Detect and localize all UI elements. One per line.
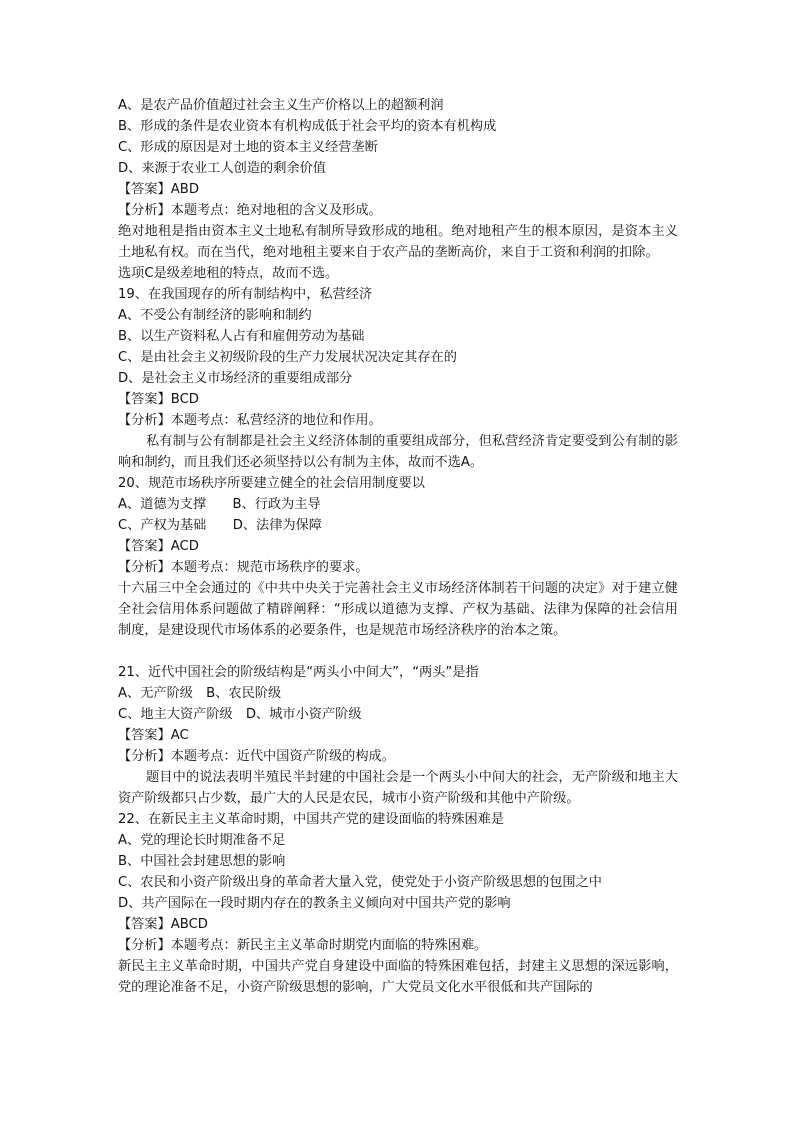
q18-option-c: C、形成的原因是对土地的资本主义经营垄断: [118, 140, 378, 155]
q19-option-c: C、是由社会主义初级阶段的生产力发展状况决定其存在的: [118, 350, 457, 365]
q18-analysis-title: 【分析】本题考点：绝对地租的含义及形成。: [118, 203, 382, 218]
q22-analysis-title: 【分析】本题考点：新民主主义革命时期党内面临的特殊困难。: [118, 938, 488, 953]
q19-analysis-title: 【分析】本题考点：私营经济的地位和作用。: [118, 413, 382, 428]
q20-analysis-body: 十六届三中全会通过的《中共中央关于完善社会主义市场经济体制若干问题的决定》对于建立健全社会信用体系问题做了精辟阐释：“形成以道德为支撑、产权为基础、法律为保障的社会信用制度，是建设现代市场体系的必要条件，也是规范市场经济秩序的治本之策。: [118, 581, 678, 638]
q18-analysis-extra: 选项C是级差地租的特点，故而不选。: [118, 266, 339, 281]
q18-option-a: A、是农产品价值超过社会主义生产价格以上的超额利润: [118, 98, 444, 113]
q22-stem: 22、在新民主主义革命时期，中国共产党的建设面临的特殊困难是: [118, 812, 505, 827]
document-page: [118, 95, 678, 998]
q20-options-row-2: C、产权为基础 D、法律为保障: [118, 518, 322, 533]
q22-option-d: D、共产国际在一段时期内存在的教条主义倾向对中国共产党的影响: [118, 896, 511, 911]
q21-options-row-2: C、地主大资产阶级 D、城市小资产阶级: [118, 707, 362, 722]
q22-option-a: A、党的理论长时期准备不足: [118, 833, 286, 848]
q21-options-row-1: A、无产阶级 B、农民阶级: [118, 686, 282, 701]
q19-answer: 【答案】BCD: [118, 392, 199, 407]
q22-analysis-body: 新民主主义革命时期，中国共产党自身建设中面临的特殊困难包括，封建主义思想的深远影响，党的理论准备不足，小资产阶级思想的影响，广大党员文化水平很低和共产国际的: [118, 959, 678, 995]
q19-analysis-body: 私有制与公有制都是社会主义经济体制的重要组成部分，但私营经济肯定要受到公有制的影响和制约，而且我们还必须坚持以公有制为主体，故而不选A。: [118, 434, 678, 470]
q22-option-b: B、中国社会封建思想的影响: [118, 854, 286, 869]
q18-option-b: B、形成的条件是农业资本有机构成低于社会平均的资本有机构成: [118, 119, 497, 134]
q18-option-d: D、来源于农业工人创造的剩余价值: [118, 161, 326, 176]
q20-answer: 【答案】ACD: [118, 539, 199, 554]
q19-option-a: A、不受公有制经济的影响和制约: [118, 308, 312, 323]
q20-options-row-1: A、道德为支撑 B、行政为主导: [118, 497, 321, 512]
q21-stem: 21、近代中国社会的阶级结构是“两头小中间大”，“两头”是指: [118, 665, 479, 680]
q22-option-c: C、农民和小资产阶级出身的革命者大量入党，使党处于小资产阶级思想的包围之中: [118, 875, 602, 890]
q20-stem: 20、规范市场秩序所要建立健全的社会信用制度要以: [118, 476, 425, 491]
q22-answer: 【答案】ABCD: [118, 917, 208, 932]
q20-analysis-title: 【分析】本题考点：规范市场秩序的要求。: [118, 560, 369, 575]
q18-answer: 【答案】ABD: [118, 182, 199, 197]
q21-analysis-title: 【分析】本题考点：近代中国资产阶级的构成。: [118, 749, 395, 764]
q21-answer: 【答案】AC: [118, 728, 189, 743]
q19-stem: 19、在我国现存的所有制结构中，私营经济: [118, 287, 373, 302]
spacer: [118, 641, 678, 662]
q19-option-d: D、是社会主义市场经济的重要组成部分: [118, 371, 353, 386]
q21-analysis-body: 题目中的说法表明半殖民半封建的中国社会是一个两头小中间大的社会，无产阶级和地主大资产阶级都只占少数，最广大的人民是农民，城市小资产阶级和其他中产阶级。: [118, 770, 678, 806]
q18-analysis-body: 绝对地租是指由资本主义土地私有制所导致形成的地租。绝对地租产生的根本原因，是资本主义土地私有权。而在当代，绝对地租主要来自于农产品的垄断高价，来自于工资和利润的扣除。: [118, 224, 678, 260]
q19-option-b: B、以生产资料私人占有和雇佣劳动为基础: [118, 329, 365, 344]
